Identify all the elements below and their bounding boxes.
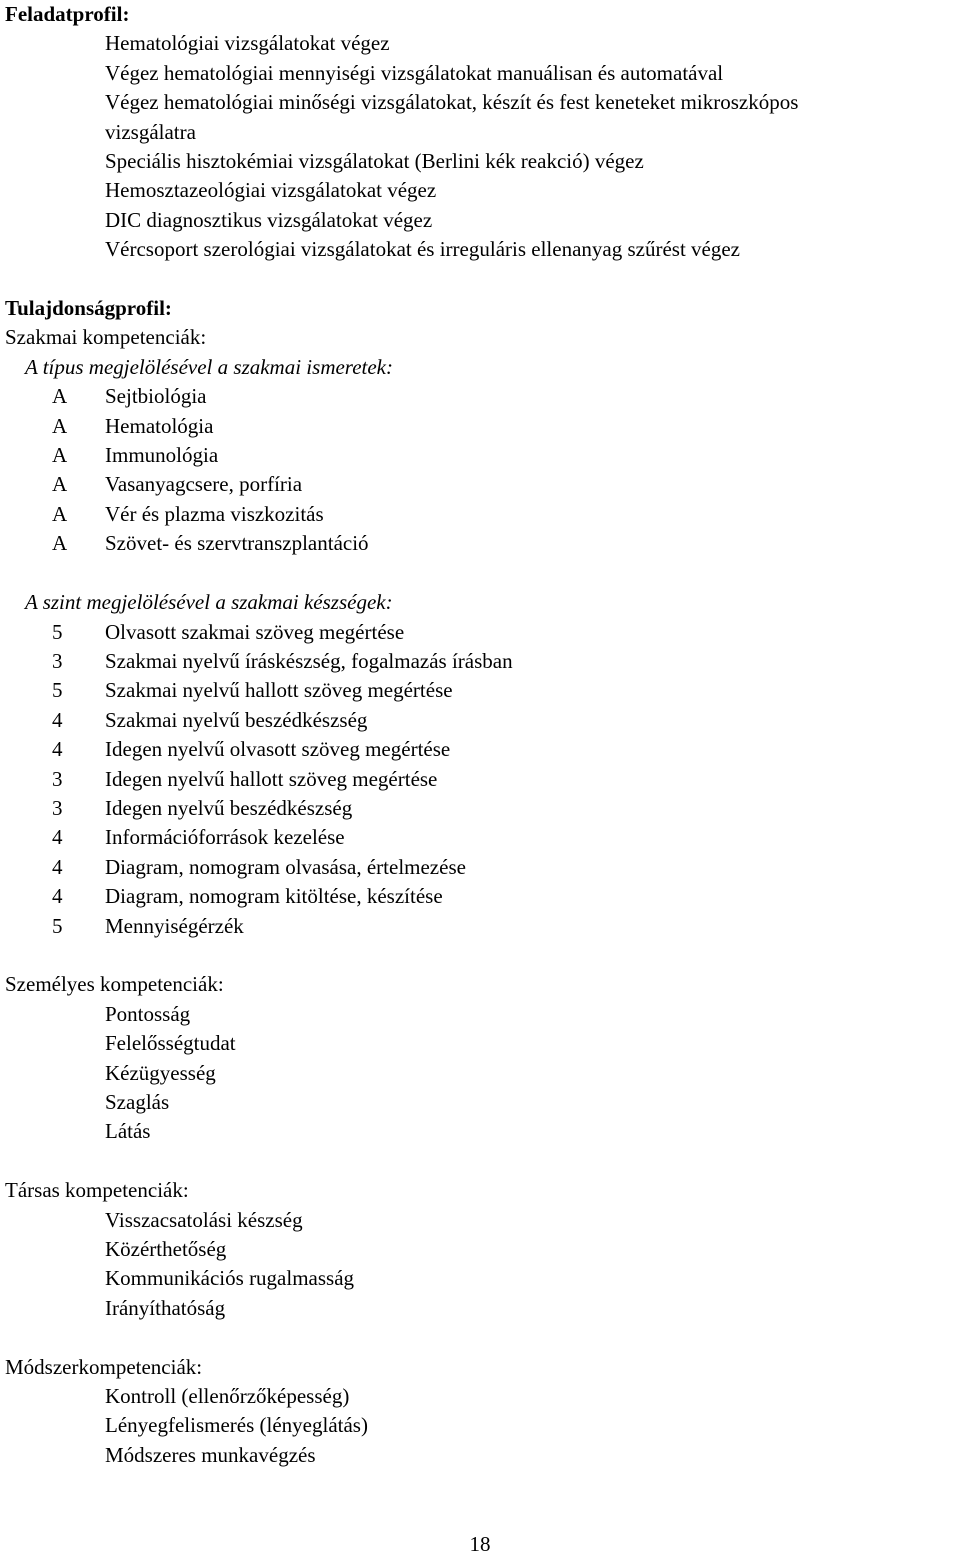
item-label: Mennyiségérzék	[105, 913, 244, 938]
list-item: Módszeres munkavégzés	[105, 1442, 316, 1467]
level-code: 3	[52, 795, 63, 820]
list-item	[5, 529, 955, 558]
modszer-list	[5, 1382, 955, 1470]
feladatprofil-item: Speciális hisztokémiai vizsgálatokat (Berlini kék reakció) végez	[105, 149, 644, 174]
list-item: Felelősségtudat	[105, 1031, 236, 1056]
level-code: 4	[52, 707, 63, 732]
level-code: 4	[52, 737, 63, 762]
list-item: Közérthetőség	[105, 1237, 227, 1261]
item-label: Szövet- és szervtranszplantáció	[105, 531, 369, 556]
list-item: Kommunikációs rugalmasság	[105, 1266, 355, 1291]
spacer	[5, 559, 955, 588]
tarsas-kompetenciak-label: Társas kompetenciák:	[5, 1178, 189, 1203]
list-item	[5, 500, 955, 529]
list-item	[5, 853, 955, 882]
szemelyes-list	[5, 1000, 955, 1147]
list-item: Kontroll (ellenőrzőképesség)	[105, 1384, 350, 1409]
item-label: Immunológia	[105, 443, 219, 468]
list-item	[5, 823, 955, 852]
item-label: Diagram, nomogram olvasása, értelmezése	[105, 854, 466, 879]
level-code: 5	[52, 678, 63, 703]
item-label: Olvasott szakmai szöveg megértése	[105, 619, 405, 644]
feladatprofil-item: DIC diagnosztikus vizsgálatokat végez	[105, 207, 433, 232]
item-label: Idegen nyelvű beszédkészség	[105, 795, 353, 820]
list-item: Szaglás	[105, 1089, 170, 1114]
list-item: Látás	[105, 1119, 151, 1144]
list-item	[5, 647, 955, 676]
level-code: 3	[52, 648, 63, 673]
spacer	[5, 1323, 955, 1352]
feladatprofil-item: Végez hematológiai minőségi vizsgálatokat, készít és fest keneteket mikroszkópos	[105, 90, 799, 115]
item-label: Vér és plazma viszkozitás	[105, 501, 324, 526]
list-item	[5, 882, 955, 911]
list-item: Visszacsatolási készség	[105, 1207, 303, 1232]
item-label: Hematológia	[105, 413, 214, 438]
spacer	[5, 941, 955, 970]
type-code: A	[52, 384, 68, 409]
item-label: Idegen nyelvű olvasott szöveg megértése	[105, 737, 451, 762]
type-code: A	[52, 443, 68, 468]
type-code: A	[52, 472, 68, 497]
szemelyes-kompetenciak-label: Személyes kompetenciák:	[5, 972, 224, 997]
item-label: Szakmai nyelvű íráskészség, fogalmazás írásban	[105, 648, 513, 673]
level-code: 4	[52, 884, 63, 909]
item-label: Információforrások kezelése	[105, 825, 345, 850]
item-label: Vasanyagcsere, porfíria	[105, 472, 303, 497]
szakmai-kompetenciak-label: Szakmai kompetenciák:	[5, 325, 207, 350]
level-code: 4	[52, 854, 63, 879]
keszsegek-intro: A szint megjelölésével a szakmai készségek:	[25, 590, 393, 615]
feladatprofil-item: Hematológiai vizsgálatokat végez	[105, 31, 390, 56]
list-item	[5, 618, 955, 647]
feladatprofil-item: Végez hematológiai mennyiségi vizsgálatokat manuálisan és automatával	[105, 60, 724, 85]
type-code: A	[52, 413, 68, 438]
item-label: Szakmai nyelvű hallott szöveg megértése	[105, 678, 453, 703]
feladatprofil-item: vizsgálatra	[105, 119, 196, 144]
list-item	[5, 382, 955, 411]
list-item: Lényegfelismerés (lényeglátás)	[105, 1413, 368, 1438]
level-code: 3	[52, 766, 63, 791]
feladatprofil-heading: Feladatprofil:	[5, 2, 130, 26]
item-label: Diagram, nomogram kitöltése, készítése	[105, 884, 443, 909]
list-item: Irányíthatóság	[105, 1295, 226, 1320]
feladatprofil-item: Vércsoport szerológiai vizsgálatokat és irreguláris ellenanyag szűrést végez	[105, 237, 740, 262]
level-code: 4	[52, 825, 63, 850]
list-item: Pontosság	[105, 1001, 191, 1026]
ismeretek-intro: A típus megjelölésével a szakmai ismeretek:	[25, 354, 393, 379]
spacer	[5, 265, 955, 294]
keszsegek-list	[5, 618, 955, 941]
item-label: Idegen nyelvű hallott szöveg megértése	[105, 766, 438, 791]
level-code: 5	[52, 913, 63, 938]
document-page	[5, 0, 955, 1470]
item-label: Sejtbiológia	[105, 384, 207, 409]
list-item	[5, 470, 955, 499]
list-item	[5, 412, 955, 441]
level-code: 5	[52, 619, 63, 644]
page-number: 18	[469, 1532, 491, 1556]
list-item	[5, 735, 955, 764]
list-item	[5, 912, 955, 941]
list-item	[5, 676, 955, 705]
list-item	[5, 441, 955, 470]
list-item: Kézügyesség	[105, 1060, 216, 1085]
item-label: Szakmai nyelvű beszédkészség	[105, 707, 368, 732]
list-item	[5, 706, 955, 735]
tulajdonsagprofil-heading: Tulajdonságprofil:	[5, 296, 172, 321]
feladatprofil-item: Hemosztazeológiai vizsgálatokat végez	[105, 178, 437, 203]
type-code: A	[52, 501, 68, 526]
modszerkompetenciak-label: Módszerkompetenciák:	[5, 1354, 203, 1379]
ismeretek-list	[5, 382, 955, 558]
list-item	[5, 794, 955, 823]
spacer	[5, 1147, 955, 1176]
tarsas-list	[5, 1206, 955, 1324]
type-code: A	[52, 531, 68, 556]
list-item	[5, 765, 955, 794]
feladatprofil-list	[5, 29, 955, 264]
